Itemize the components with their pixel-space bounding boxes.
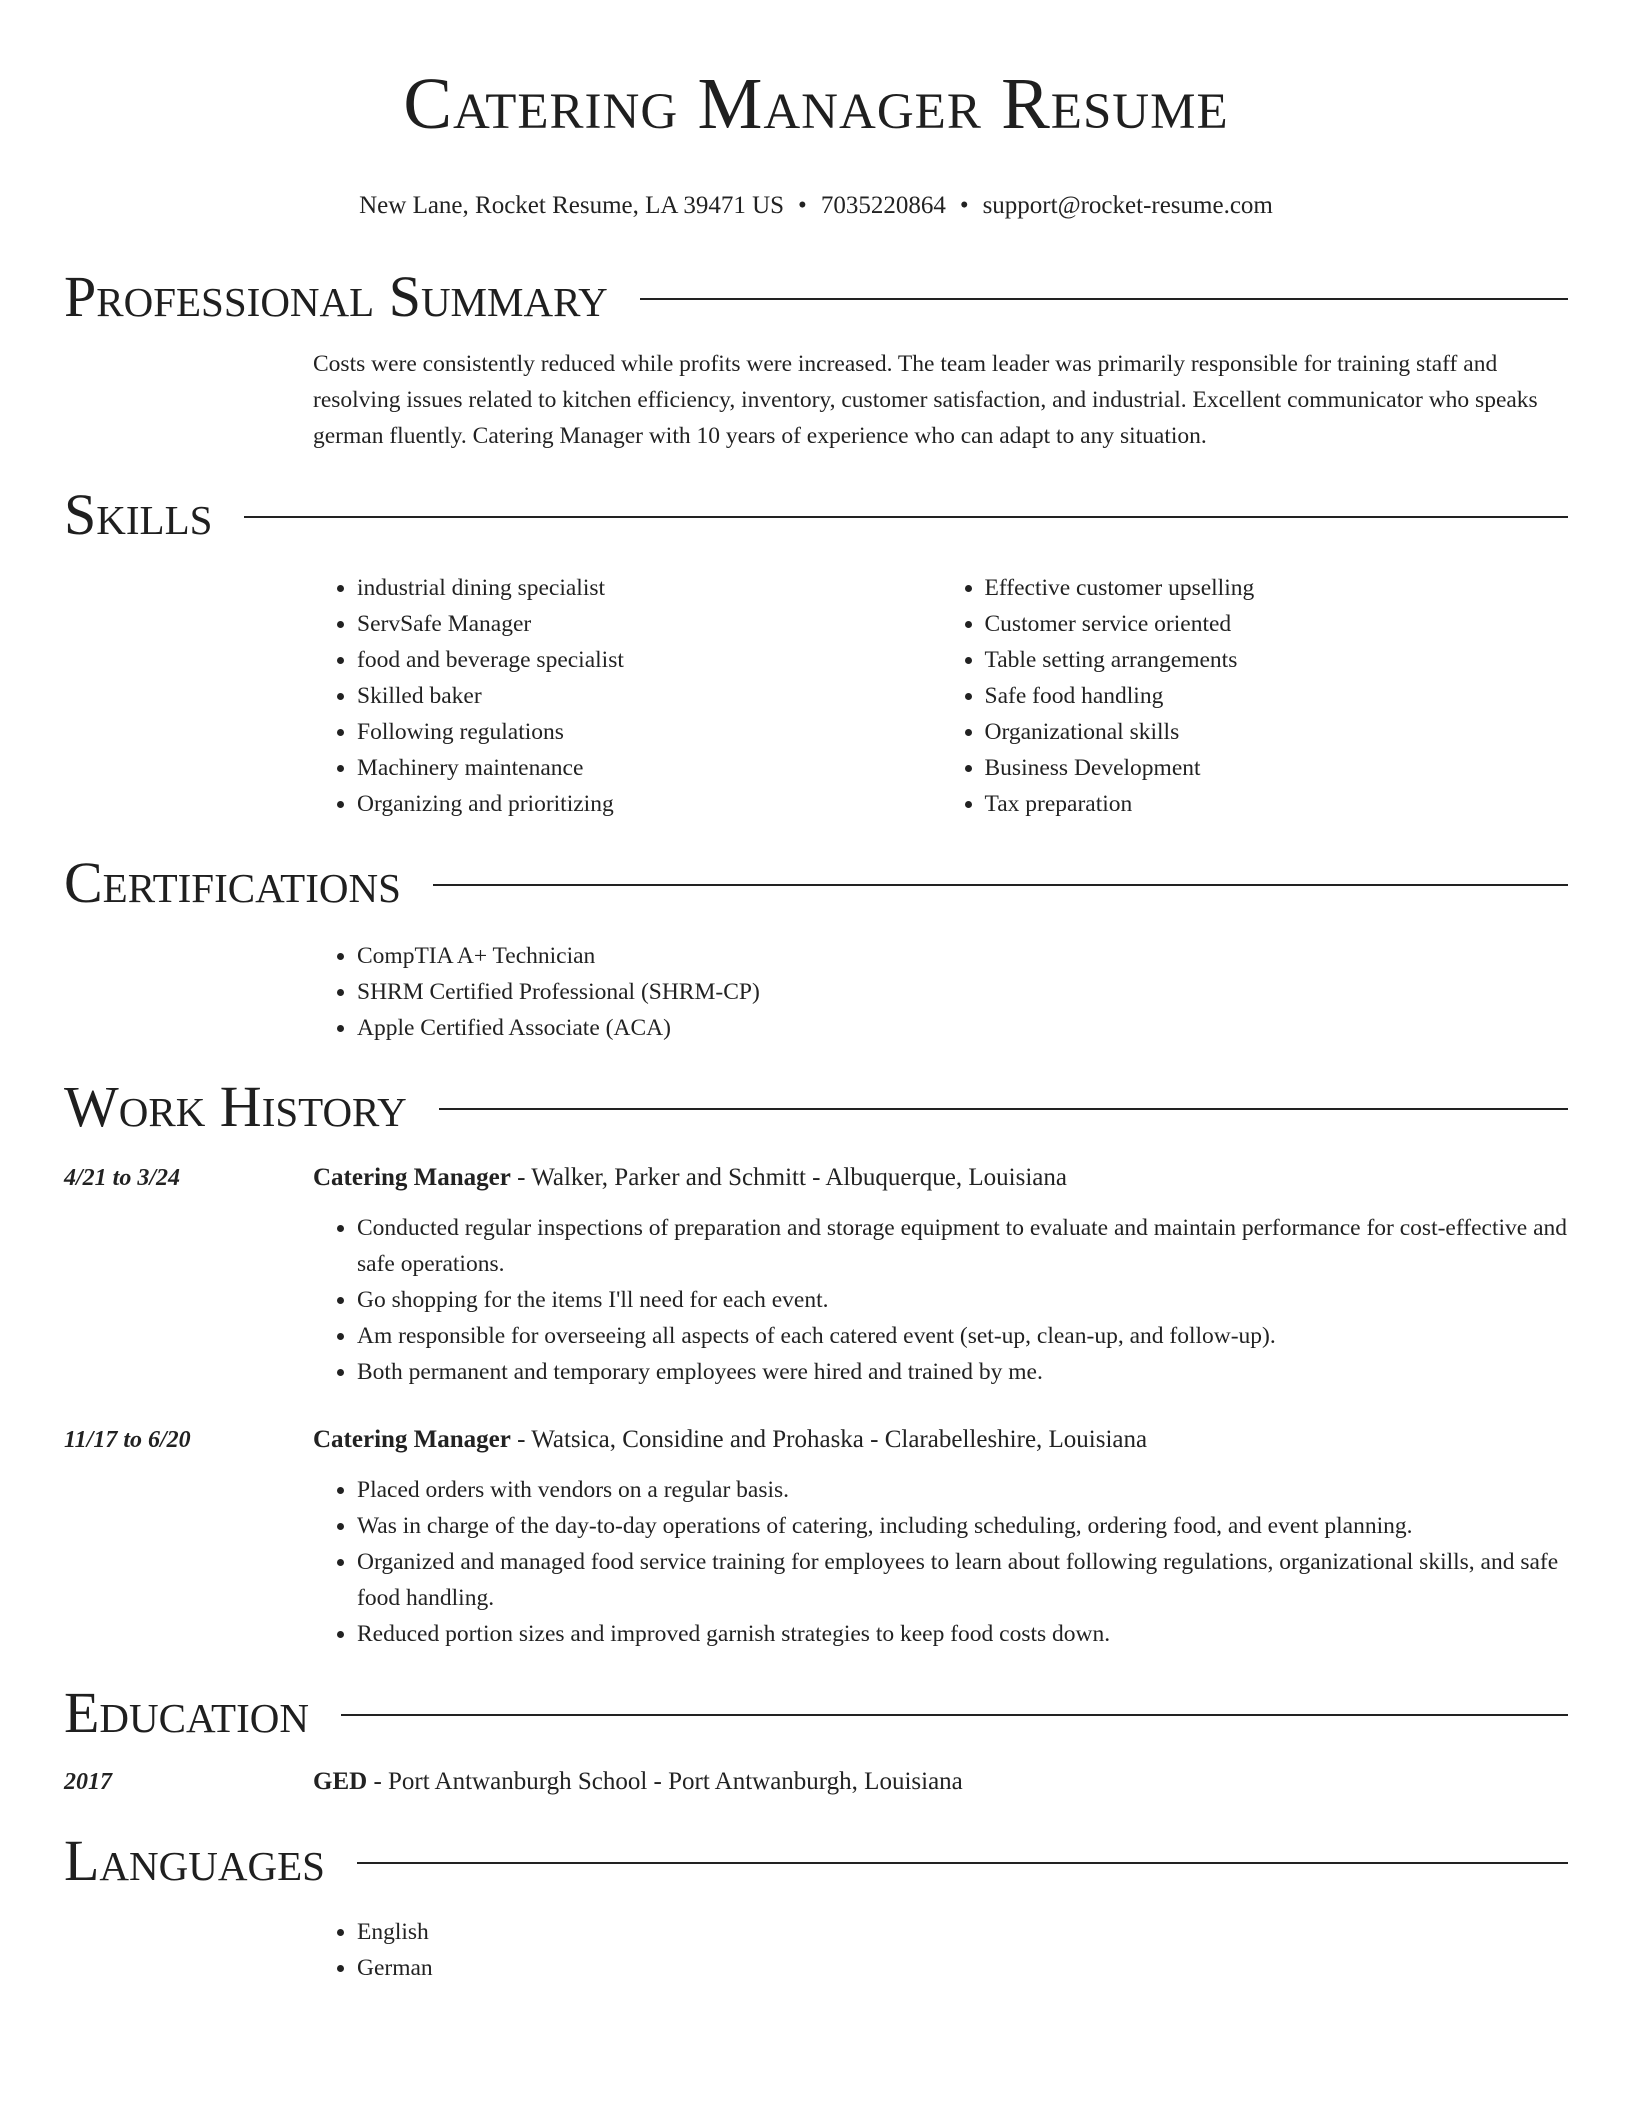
section-title-languages: Languages	[64, 1828, 325, 1893]
job-dates: 11/17 to 6/20	[64, 1427, 191, 1453]
section-certifications-header	[64, 848, 1568, 918]
section-education-header	[64, 1678, 1568, 1748]
list-item: • Organizing and prioritizing	[357, 786, 941, 822]
section-title-certifications: Certifications	[64, 850, 401, 915]
job-title: Catering Manager	[313, 1164, 511, 1191]
contact-email[interactable]: support@rocket-resume.com	[982, 192, 1273, 219]
section-divider	[341, 1714, 1568, 1716]
list-item: • industrial dining specialist	[357, 570, 941, 606]
job-heading	[313, 1422, 1568, 1458]
list-item: • Customer service oriented	[985, 606, 1569, 642]
section-title-summary: Professional Summary	[64, 264, 608, 329]
job-entry	[64, 1160, 1568, 1390]
list-item: • Table setting arrangements	[985, 642, 1569, 678]
job-employer: - Walker, Parker and Schmitt - Albuquerque, Louisiana	[510, 1164, 1067, 1191]
section-divider	[244, 516, 1568, 518]
languages-list	[313, 1914, 1568, 1986]
list-item: • Conducted regular inspections of preparation and storage equipment to evaluate and maintain performance for cost-effective and safe operations.	[357, 1210, 1568, 1282]
list-item: • CompTIA A+ Technician	[357, 938, 1568, 974]
education-school: - Port Antwanburgh School - Port Antwanburgh, Louisiana	[367, 1768, 963, 1795]
list-item: • Machinery maintenance	[357, 750, 941, 786]
job-entry	[64, 1422, 1568, 1652]
list-item: • Tax preparation	[985, 786, 1569, 822]
section-divider	[357, 1862, 1568, 1864]
resume-title: Catering Manager Resume	[403, 63, 1229, 144]
job-dates: 4/21 to 3/24	[64, 1165, 181, 1191]
education-degree: GED	[313, 1768, 368, 1795]
list-item: • Business Development	[985, 750, 1569, 786]
contact-address: New Lane, Rocket Resume, LA 39471 US	[359, 192, 785, 219]
section-divider	[433, 884, 1568, 886]
list-item: • Both permanent and temporary employees were hired and trained by me.	[357, 1354, 1568, 1390]
list-item: • Organizational skills	[985, 714, 1569, 750]
summary-paragraph: Costs were consistently reduced while profits were increased. The team leader was primarily responsible for training staff and resolving issues related to kitchen efficiency, inventory, customer satisfaction, and industrial. Excellent communicator who speaks german fluently. Catering Manager with 10 years of experience who can adapt to any situation.	[313, 351, 1538, 449]
job-employer: - Watsica, Considine and Prohaska - Clarabelleshire, Louisiana	[510, 1426, 1148, 1453]
education-year: 2017	[64, 1769, 112, 1795]
list-item: • Go shopping for the items I'll need for each event.	[357, 1282, 1568, 1318]
list-item: • Organized and managed food service training for employees to learn about following regulations, organizational skills, and safe food handling.	[357, 1544, 1568, 1616]
section-languages-header	[64, 1826, 1568, 1896]
list-item: • food and beverage specialist	[357, 642, 941, 678]
section-work-header	[64, 1072, 1568, 1142]
section-skills-header	[64, 480, 1568, 550]
list-item: • English	[357, 1914, 1568, 1950]
job-bullets	[313, 1210, 1568, 1390]
contact-separator: •	[798, 192, 807, 219]
list-item: • Placed orders with vendors on a regular basis.	[357, 1472, 1568, 1508]
skills-column-right	[941, 570, 1569, 822]
list-item: • Safe food handling	[985, 678, 1569, 714]
section-divider	[439, 1108, 1568, 1110]
list-item: • Apple Certified Associate (ACA)	[357, 1010, 1568, 1046]
section-title-education: Education	[64, 1680, 309, 1745]
section-title-skills: Skills	[64, 482, 213, 547]
education-entry	[64, 1764, 1568, 1800]
job-title: Catering Manager	[313, 1426, 511, 1453]
contact-separator: •	[959, 192, 969, 219]
job-heading	[313, 1160, 1568, 1196]
list-item: • ServSafe Manager	[357, 606, 941, 642]
skills-grid	[313, 570, 1568, 822]
section-divider	[640, 298, 1568, 300]
education-heading	[313, 1764, 1568, 1800]
certifications-list	[313, 938, 1568, 1046]
list-item: • Skilled baker	[357, 678, 941, 714]
contact-phone: 7035220864	[820, 192, 946, 219]
section-summary-header	[64, 262, 1568, 332]
list-item: • Reduced portion sizes and improved garnish strategies to keep food costs down.	[357, 1616, 1568, 1652]
job-bullets	[313, 1472, 1568, 1652]
list-item: • SHRM Certified Professional (SHRM-CP)	[357, 974, 1568, 1010]
skills-column-left	[313, 570, 941, 822]
contact-line	[64, 190, 1568, 222]
list-item: • Am responsible for overseeing all aspects of each catered event (set-up, clean-up, and follow-up).	[357, 1318, 1568, 1354]
list-item: • German	[357, 1950, 1568, 1986]
section-title-work: Work History	[64, 1074, 407, 1139]
list-item: • Following regulations	[357, 714, 941, 750]
list-item: • Effective customer upselling	[985, 570, 1569, 606]
list-item: • Was in charge of the day-to-day operations of catering, including scheduling, ordering food, and event planning.	[357, 1508, 1568, 1544]
